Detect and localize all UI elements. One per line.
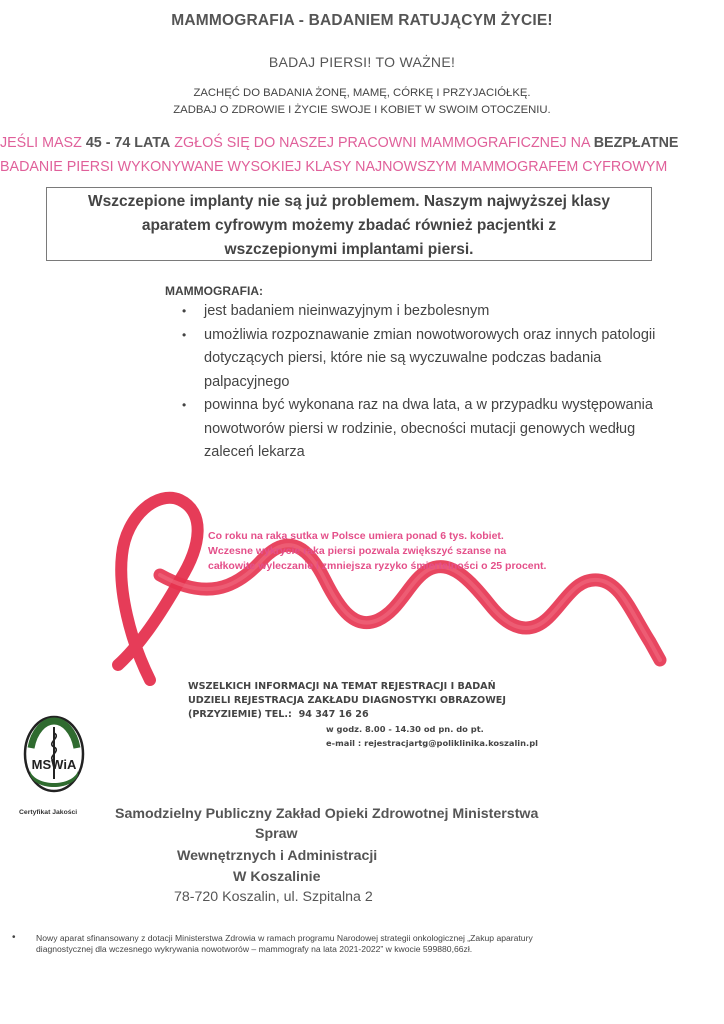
invitation-line-2: BADANIE PIERSI WYKONYWANE WYSOKIEJ KLASY NAJNOWSZYM MAMMOGRAFEM CYFROWYM: [0, 159, 668, 175]
ribbon-message: Co roku na raka sutka w Polsce umiera ponad 6 tys. kobiet. Wczesne wykrycie raka piersi pozwala zwiększyć szanse na całkowite wyleczanie i zmniejsza ryzyko śmiertelności o 25 procent.: [208, 530, 547, 572]
funding-footnote: • Nowy aparat sfinansowany z dotacji Ministerstwa Zdrowia w ramach programu Narodowej strategii onkologicznej „Zakup aparatury diagnostycznej dla wczesnego wykrywania nowotworów – mammografy na lata 2021-2022” w kwocie 599880,66zł.: [12, 932, 533, 954]
pink-ribbon-graphic: [0, 470, 724, 690]
mammography-list: [182, 300, 672, 465]
org-line-4: W Koszalinie: [233, 869, 321, 885]
implant-line-2: aparatem cyfrowym możemy zbadać również pacjentki z: [141, 217, 557, 234]
invitation-mid: ZGŁOŚ SIĘ DO NASZEJ PRACOWNI MAMMOGRAFICZNEJ NA: [174, 135, 590, 151]
list-item: • powinna być wykonana raz na dwa lata, a w przypadku występowania nowotworów piersi w rodzinie, obecności mutacji genowych według zaleceń lekarza: [182, 394, 672, 465]
age-range: 45 - 74 LATA: [85, 135, 171, 151]
org-line-1: Samodzielny Publiczny Zakład Opieki Zdrowotnej Ministerstwa: [115, 806, 539, 822]
org-address: 78-720 Koszalin, ul. Szpitalna 2: [174, 889, 373, 905]
quality-certificate: Certyfikat Jakości: [19, 809, 78, 816]
list-item: • umożliwia rozpoznawanie zmian nowotworowych oraz innych patologii dotyczących piersi, które nie są wyczuwalne podczas badania palpacyjnego: [182, 324, 672, 395]
page-title: MAMMOGRAFIA - BADANIEM RATUJĄCYM ŻYCIE!: [171, 12, 553, 29]
invitation-line-1: [0, 135, 678, 151]
encourage-line-1: ZACHĘĆ DO BADANIA ŻONĘ, MAMĘ, CÓRKĘ I PRZYJACIÓŁKĘ.: [193, 87, 531, 99]
implant-line-3: wszczepionymi implantami piersi.: [224, 241, 474, 258]
invitation-start: JEŚLI MASZ: [0, 135, 82, 151]
contact-line-2: UDZIELI REJESTRACJA ZAKŁADU DIAGNOSTYKI OBRAZOWEJ: [188, 695, 506, 706]
bullet-icon: •: [182, 327, 187, 342]
registration-info: [188, 680, 538, 750]
encourage-line-2: ZADBAJ O ZDROWIE I ŻYCIE SWOJE I KOBIET W SWOIM OTOCZENIU.: [173, 104, 551, 116]
phone-number: 94 347 16 26: [298, 709, 369, 720]
page-subtitle: BADAJ PIERSI! TO WAŻNE!: [268, 54, 456, 70]
org-line-2: Spraw: [255, 826, 298, 842]
org-line-3: Wewnętrznych i Administracji: [177, 848, 378, 864]
office-hours: w godz. 8.00 - 14.30 od pn. do pt.: [326, 724, 484, 734]
implant-line-1: Wszczepione implanty nie są już problemem. Naszym najwyższej klasy: [87, 193, 610, 210]
implant-notice-box: [46, 187, 652, 261]
contact-line-3: (PRZYZIEMIE) TEL.: 94 347 16 26: [188, 709, 369, 720]
mswia-logo: [22, 713, 86, 795]
email-address: e-mail : rejestracjartg@poliklinika.koszalin.pl: [326, 738, 538, 748]
bullet-icon: •: [12, 932, 16, 943]
bullet-icon: •: [182, 304, 187, 318]
list-item: • jest badaniem nieinwazyjnym i bezbolesnym: [182, 300, 672, 324]
logo-letters: MSWiA: [31, 757, 77, 772]
contact-line-1: WSZELKICH INFORMACJI NA TEMAT REJESTRACJI I BADAŃ: [188, 681, 496, 692]
bullet-icon: •: [182, 398, 187, 412]
free-word: BEZPŁATNE: [593, 135, 679, 151]
mammography-label: MAMMOGRAFIA:: [165, 284, 263, 298]
